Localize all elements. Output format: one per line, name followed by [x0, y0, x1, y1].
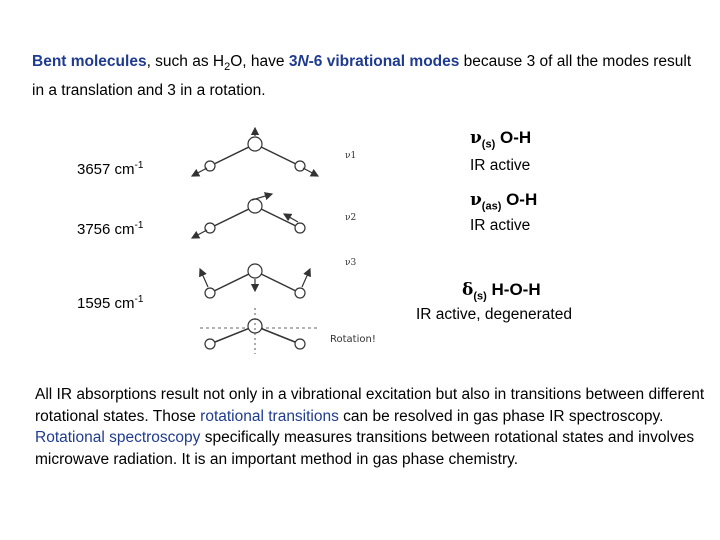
mode-2-heading: [470, 190, 537, 212]
mode-3-diagram-label: ν3: [345, 258, 357, 268]
mode-subscript: (as): [481, 200, 502, 213]
rotational-transitions-term: rotational transitions: [200, 407, 339, 425]
oxygen-atom: [248, 199, 262, 213]
mode-3-molecule: [200, 258, 356, 298]
delta-symbol: δ: [462, 280, 474, 300]
nu-symbol: ν: [470, 128, 482, 148]
vibration-diagram: [180, 126, 380, 366]
outro-text-1: All IR absorptions result not only in a vibrational excitation but also in transitions between different rotational states. Those: [35, 386, 705, 425]
mode-3-heading: [462, 280, 541, 302]
freq-value: 3756 cm: [77, 221, 135, 238]
intro-text-1: , such as H: [146, 53, 225, 70]
mode-1-diagram-label: ν1: [345, 151, 357, 161]
h2o-subscript: 2: [224, 61, 231, 74]
freq-exponent: -1: [134, 160, 144, 171]
mode-subscript: (s): [473, 290, 487, 303]
rotational-spectroscopy-term: Rotational spectroscopy: [35, 429, 201, 446]
mode-1-heading: [470, 128, 531, 150]
rotation-label: Rotation!: [330, 334, 376, 345]
mode-group: H-O-H: [486, 280, 541, 299]
hydrogen-atom: [295, 339, 305, 349]
hydrogen-atom: [295, 288, 305, 298]
mode-group: O-H: [501, 190, 538, 209]
freq-mode-2: [77, 220, 143, 238]
mode-subscript: (s): [481, 138, 496, 151]
mode-2-ir: IR active: [470, 217, 531, 234]
mode-2-diagram-label: ν2: [345, 213, 357, 223]
mode-1-molecule: [192, 128, 356, 176]
hydrogen-atom: [295, 161, 305, 171]
freq-mode-3: [77, 294, 143, 312]
oxygen-atom: [248, 264, 262, 278]
hydrogen-atom: [205, 161, 215, 171]
modes-term-number: 3: [288, 53, 298, 70]
freq-value: 1595 cm: [77, 295, 135, 312]
freq-mode-1: [77, 160, 143, 178]
freq-exponent: -1: [134, 220, 144, 231]
modes-term-n: N: [297, 53, 309, 70]
bent-molecules-term: Bent molecules: [32, 53, 147, 70]
hydrogen-atom: [205, 288, 215, 298]
hydrogen-atom: [295, 223, 305, 233]
nu-symbol: ν: [470, 190, 482, 210]
freq-exponent: -1: [134, 294, 144, 305]
oxygen-atom: [248, 137, 262, 151]
intro-paragraph: [32, 50, 702, 102]
mode-1-ir: IR active: [470, 157, 531, 174]
freq-value: 3657 cm: [77, 161, 135, 178]
mode-group: O-H: [495, 128, 532, 147]
mode-2-molecule: [192, 194, 356, 238]
hydrogen-atom: [205, 223, 215, 233]
oxygen-atom: [248, 319, 262, 333]
intro-text-3: because 3 of all the modes result in a translation and 3 in a rotation.: [32, 53, 692, 100]
outro-paragraph: [35, 384, 705, 470]
intro-text-2: O, have: [230, 53, 289, 70]
rotation-molecule: [200, 308, 376, 354]
outro-text-2: can be resolved in gas phase IR spectroscopy.: [338, 407, 664, 425]
modes-term-rest: -6 vibrational modes: [308, 53, 460, 70]
mode-3-ir: IR active, degenerated: [416, 306, 572, 323]
hydrogen-atom: [205, 339, 215, 349]
outro-text-3: specifically measures transitions between rotational states and involves microwave radiation. It is an important method in gas phase chemistry.: [35, 429, 695, 468]
